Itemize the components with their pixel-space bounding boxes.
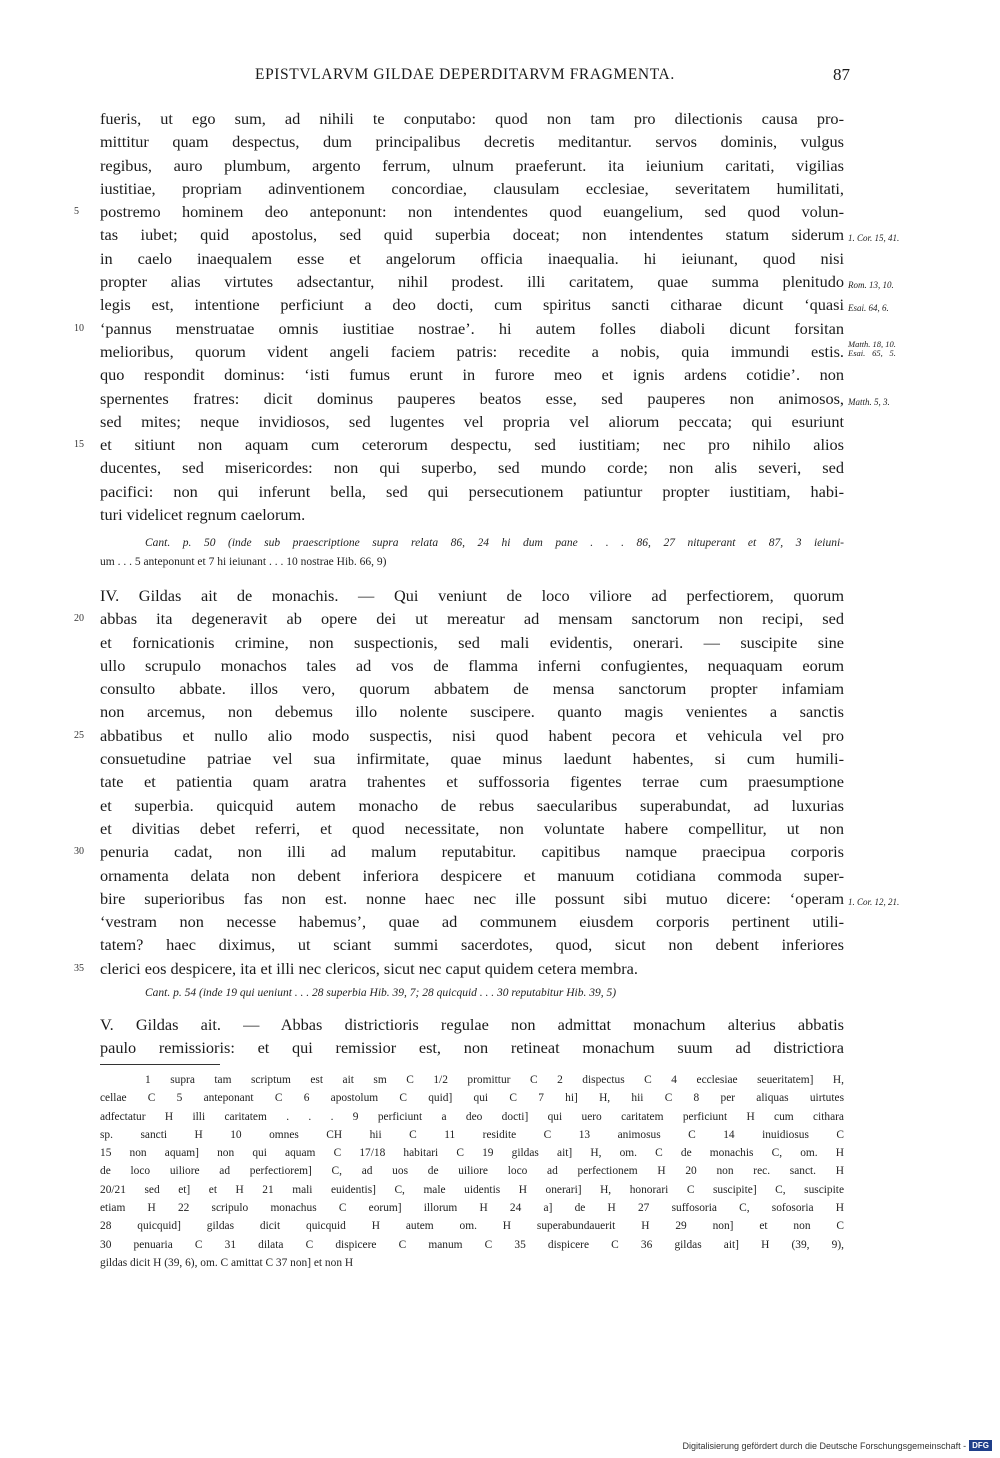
text-line: 5 postremo hominem deo anteponunt: non intendentes quod euangelium, sed quod volun- xyxy=(100,200,844,223)
text-line: legis est, intentione perficiunt a deo docti, cum spiritus sancti citharae dicunt ‘quasi Esai. 64, 6. xyxy=(100,293,844,316)
margin-reference: Esai. 64, 6. xyxy=(848,303,889,314)
section-iii-text xyxy=(74,107,900,526)
critical-apparatus xyxy=(100,1071,844,1272)
text-line: melioribus, quorum vident angeli faciem patris: recedite a nobis, quia immundi estis. Matth. 18, 10. Esai. 65, 5. xyxy=(100,338,896,361)
line-number: 10 xyxy=(74,322,84,334)
text-line: ullo scrupulo monachos tales ad vos de flamma inferni confugientes, nequaquam eorum xyxy=(100,655,844,675)
section-heading-line: IV. Gildas ait de monachis. — Qui veniunt de loco viliore ad perfectiorem, quorum xyxy=(100,586,844,605)
apparatus-line: 1 supra tam scriptum est ait sm C 1/2 promittur C 2 dispectus C 4 ecclesiae seueritatem] H, xyxy=(145,1074,844,1086)
running-header xyxy=(100,66,850,88)
apparatus-line: 30 penuaria C 31 dilata C dispicere C manum C 35 dispicere C 36 gildas ait] H (39, 9), xyxy=(100,1238,844,1251)
text-line: in caelo inaequalem esse et angelorum officia inaequalia. hi ieiunant, quod nisi xyxy=(100,248,844,268)
apparatus-line: sp. sancti H 10 omnes CH hii C 11 residite C 13 animosus C 14 inuidiosus C xyxy=(100,1128,844,1141)
text-line: tatem? haec diximus, ut sciant summi sacerdotes, quod, sicut non debent inferiores xyxy=(100,935,844,955)
text-line: propter alias virtutes adsectantur, nihil prodest. illi caritatem, quae summa plenitudo Rom. 13, 10. xyxy=(100,270,844,293)
text-line: ‘vestram non necesse habemus’, quae ad communem eiusdem corporis pertinent utili- xyxy=(100,912,844,932)
line-number: 30 xyxy=(74,846,84,858)
line-number: 20 xyxy=(74,613,84,625)
text-line: fueris, ut ego sum, ad nihili te conputabo: quod non tam pro dilectionis causa pro- xyxy=(100,109,844,128)
apparatus-line: gildas dicit H (39, 6), om. C amittat C 37 non] et non H xyxy=(100,1256,354,1269)
section-heading-line: V. Gildas ait. — Abbas districtioris regulae non admittat monachum alterius abbatis xyxy=(100,1015,844,1034)
text-line: ornamenta delata non debent inferiora despicere et manuum cotidiana commoda super- xyxy=(100,865,844,885)
text-line: consuetudine patriae vel sua infirmitate, quae minus laedunt habentes, si cum humili- xyxy=(100,749,844,769)
text-line: spernentes fratres: dicit dominus pauperes beatos esse, sed pauperes non animosos, Matth. 5, 3. xyxy=(100,387,844,410)
source-citation: Cant. p. 54 (inde 19 qui ueniunt . . . 28 superbia Hib. 39, 7; 28 quicquid . . . 30 reputabitur Hib. 39, 5) xyxy=(145,987,617,999)
text-line: paulo remissioris: et qui remissior est, non retineat monachum suum ad districtiora xyxy=(100,1038,844,1058)
text-line: consulto abbate. illos vero, quorum abbatem de mensa sanctorum propter infamiam xyxy=(100,679,844,699)
apparatus-line: cellae C 5 anteponant C 6 apostolum C quid] qui C 7 hi] H, hii C 8 per aliquas uirtutes xyxy=(100,1092,844,1105)
line-number: 15 xyxy=(74,439,84,451)
text-line: 20 abbas ita degeneravit ab opere dei ut mereatur ad mensam sanctorum non recipi, sed xyxy=(100,607,844,630)
text-line: regibus, auro plumbum, argento ferrum, ulnum praeferunt. ita ieiunium caritati, vigilias xyxy=(100,155,844,175)
margin-reference: Matth. 18, 10. Esai. 65, 5. xyxy=(848,338,896,358)
text-line: tas iubet; quid apostolus, sed quid superbia doceat; non intendentes statum siderum 1. Cor. 15, 41. xyxy=(100,223,844,246)
text-line: turi videlicet regnum caelorum. xyxy=(100,505,306,525)
section-v-text xyxy=(100,1013,844,1060)
text-line: mittitur quam despectus, dum principalibus decretis meditantur. servos dominis, vulgus xyxy=(100,132,844,152)
apparatus-line: 20/21 sed et] et H 21 mali euidentis] C, male uidentis H onerari] H, honorari C suscipite] C, suscipite xyxy=(100,1183,844,1196)
digitization-footer xyxy=(682,1440,992,1451)
text-line: bire superioribus fas non est. nonne haec nec ille possunt sibi mutuo dicere: ‘operam 1. Cor. 12, 21. xyxy=(100,887,844,910)
text-line: 30 penuria cadat, non illi ad malum reputabitur. capitibus namque praecipua corporis xyxy=(100,840,844,863)
text-line: quo respondit dominus: ‘isti fumus erunt in furore meo et ignis ardens cotidie’. non xyxy=(100,365,844,385)
apparatus-line: etiam H 22 scripulo monachus C eorum] illorum H 24 a] de H 27 suffosoria C, sofosoria H xyxy=(100,1202,844,1215)
footnote-divider xyxy=(100,1064,220,1065)
dfg-logo: DFG xyxy=(969,1440,992,1451)
margin-reference: 1. Cor. 15, 41. xyxy=(848,233,900,244)
text-line: pacifici: non qui inferunt bella, sed qui persecutionem patiuntur propter iustitiam, habi- xyxy=(100,481,844,501)
text-line: 15 et sitiunt non aquam cum ceterorum despectu, sed iustitiam; nec pro nihilo alios xyxy=(100,433,844,456)
text-line: ducentes, sed misericordes: non qui superbo, sed mundo corde; non alis severi, sed xyxy=(100,458,844,478)
section-iv-text xyxy=(74,584,900,980)
line-number: 5 xyxy=(74,206,79,218)
text-line: iustitiae, propriam adinventionem concordiae, clausulam ecclesiae, severitatem humilitati, xyxy=(100,178,844,198)
text-line: tate et patientia quam aratra trahentes et suffossoria figentes terrae cum praesumptione xyxy=(100,772,844,792)
apparatus-line: adfectatur H illi caritatem . . . 9 perficiunt a deo docti] qui uero caritatem perficiunt H cum cithara xyxy=(100,1110,844,1123)
text-line: et superbia. quicquid autem monacho de rebus saecularibus superabundat, ad luxurias xyxy=(100,795,844,815)
text-line: et divitias debet referri, et quod necessitate, non voluntate habere compellitur, ut non xyxy=(100,818,844,838)
text-line: et fornicationis crimine, non suspectionis, sed mali evidentis, onerari. — suscipite sine xyxy=(100,632,844,652)
text-line: 25 abbatibus et nullo alio modo suspectis, nisi quod habent pecora et vehicula vel pro xyxy=(100,724,844,747)
apparatus-line: 15 non aquam] non qui aquam C 17/18 habitari C 19 gildas ait] H, om. C de monachis C, om. H xyxy=(100,1147,844,1160)
text-line: 35 clerici eos despicere, ita et illi nec clericos, sicut nec caput quidem cetera membra. xyxy=(100,957,844,980)
margin-reference: Matth. 5, 3. xyxy=(848,396,890,407)
page-number: 87 xyxy=(833,65,850,84)
margin-reference: Rom. 13, 10. xyxy=(848,280,894,291)
line-number: 35 xyxy=(74,962,84,974)
source-citation: Cant. p. 50 (inde sub praescriptione supra relata 86, 24 hi dum pane . . . 86, 27 nituperant et 87, 3 ieiuni- um . . . 5 anteponunt et 7 hi ieiunant . . . 10 nostrae Hib. 66, 9) xyxy=(100,537,844,568)
line-number: 25 xyxy=(74,729,84,741)
apparatus-line: de loco uiliore ad perfectiorem] C, ad uos de uiliore loco ad perfectionem H 20 non rec. sanct. H xyxy=(100,1165,844,1178)
text-line: 10 ‘pannus menstruatae omnis iustitiae nostrae’. hi autem folles diaboli dicunt forsitan xyxy=(100,317,844,340)
text-line: sed mites; neque invidiosos, sed lugentes vel propria vel aliorum peccata; qui esuriunt xyxy=(100,411,844,431)
text-line: non arcemus, non debemus illo nolente suscipere. quanto magis venientes a sanctis xyxy=(100,702,844,722)
margin-reference: 1. Cor. 12, 21. xyxy=(848,896,900,907)
running-title: EPISTVLARVM GILDAE DEPERDITARVM FRAGMENTA. xyxy=(255,66,675,83)
apparatus-line: 28 quicquid] gildas dicit quicquid H autem om. H superabundauerit H 29 non] et non C xyxy=(100,1220,844,1233)
footer-text: Digitalisierung gefördert durch die Deutsche Forschungsgemeinschaft - xyxy=(682,1440,967,1451)
